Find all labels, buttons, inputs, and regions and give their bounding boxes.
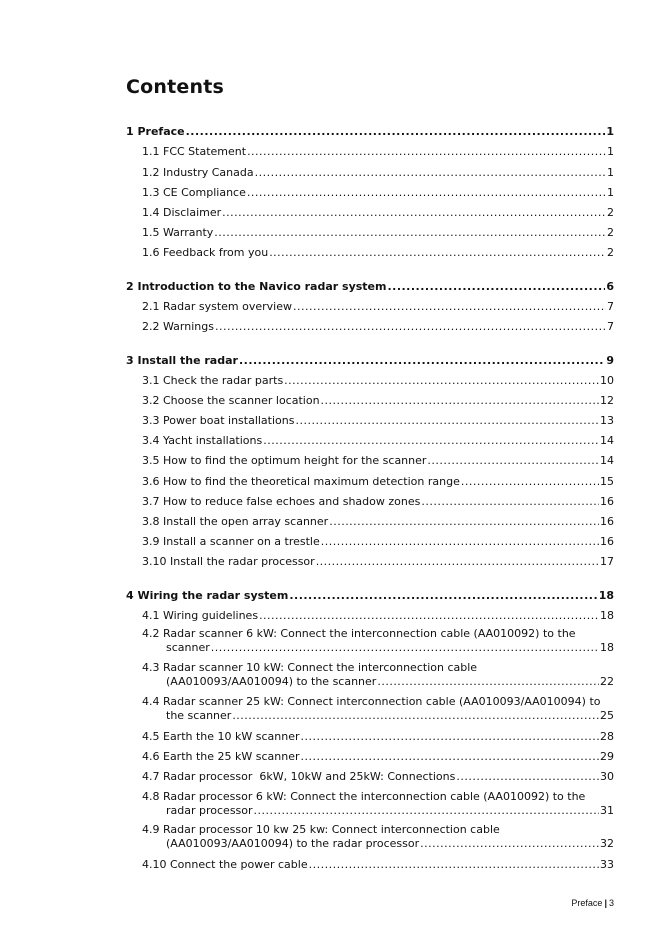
toc-label-line1: 4.3 Radar scanner 10 kW: Connect the interconnection cable xyxy=(142,661,478,674)
leader-dots xyxy=(239,354,605,367)
leader-dots xyxy=(186,125,606,138)
toc-page: 16 xyxy=(600,495,614,508)
leader-dots xyxy=(269,246,606,259)
leader-dots xyxy=(284,374,599,387)
toc-page: 6 xyxy=(606,280,614,293)
leader-dots xyxy=(215,320,606,333)
toc-entry-4-2[interactable] xyxy=(142,627,614,655)
toc-label: 3.1 Check the radar parts xyxy=(142,374,284,387)
toc-page: 2 xyxy=(607,206,614,219)
leader-dots xyxy=(255,166,606,179)
footer-page-number: 3 xyxy=(608,898,614,908)
toc-page: 16 xyxy=(600,535,614,548)
toc-label: 4.10 Connect the power cable xyxy=(142,858,308,871)
toc-page: 25 xyxy=(600,709,614,722)
toc-label: 3.10 Install the radar processor xyxy=(142,555,315,568)
toc-entry-3-9[interactable] xyxy=(142,535,614,548)
leader-dots xyxy=(259,609,599,622)
leader-dots xyxy=(387,280,605,293)
toc-label: 4.5 Earth the 10 kW scanner xyxy=(142,730,300,743)
toc-entry-3-4[interactable] xyxy=(142,434,614,447)
toc-entry-4-9[interactable] xyxy=(142,823,614,851)
toc-label-line2: scanner xyxy=(166,641,210,654)
toc-label: 3.3 Power boat installations xyxy=(142,414,295,427)
toc-label: 1.4 Disclaimer xyxy=(142,206,222,219)
footer-section: Preface xyxy=(571,898,603,908)
leader-dots xyxy=(289,589,597,602)
toc-label: 3.2 Choose the scanner location xyxy=(142,394,320,407)
footer-separator: | xyxy=(604,898,607,908)
toc-page: 2 xyxy=(607,246,614,259)
toc-entry-1-3[interactable] xyxy=(142,186,614,199)
toc-page: 14 xyxy=(600,454,614,467)
toc-label: 3.4 Yacht installations xyxy=(142,434,263,447)
leader-dots xyxy=(309,858,599,871)
toc-entry-3-6[interactable] xyxy=(142,475,614,488)
toc-entry-3-8[interactable] xyxy=(142,515,614,528)
toc-chapter-4[interactable] xyxy=(126,589,614,602)
toc-label: 1.6 Feedback from you xyxy=(142,246,269,259)
leader-dots xyxy=(421,495,599,508)
toc-entry-4-10[interactable] xyxy=(142,858,614,871)
page-title: Contents xyxy=(126,76,225,98)
toc-entry-4-7[interactable] xyxy=(142,770,614,783)
toc-page: 12 xyxy=(600,394,614,407)
toc-entry-1-5[interactable] xyxy=(142,226,614,239)
toc-label: 2.2 Warnings xyxy=(142,320,214,333)
toc-page: 16 xyxy=(600,515,614,528)
leader-dots xyxy=(247,145,606,158)
toc-label: 1.1 FCC Statement xyxy=(142,145,247,158)
toc-page: 18 xyxy=(598,589,614,602)
toc-page: 7 xyxy=(607,300,614,313)
leader-dots xyxy=(295,414,599,427)
toc-entry-2-2[interactable] xyxy=(142,320,614,333)
toc-chapter-3[interactable] xyxy=(126,354,614,367)
toc-page: 1 xyxy=(607,166,614,179)
page-footer xyxy=(571,898,614,908)
toc-label-line2: (AA010093/AA010094) to the radar processor xyxy=(166,837,420,850)
toc-page: 28 xyxy=(600,730,614,743)
toc-label-line1: 4.2 Radar scanner 6 kW: Connect the interconnection cable (AA010092) to the xyxy=(142,627,576,640)
toc-entry-1-1[interactable] xyxy=(142,145,614,158)
toc-page: 14 xyxy=(600,434,614,447)
toc-label: 2 Introduction to the Navico radar system xyxy=(126,280,387,293)
toc-page: 31 xyxy=(600,804,614,817)
toc-label: 4.7 Radar processor 6kW, 10kW and 25kW: Connections xyxy=(142,770,456,783)
toc-entry-4-3[interactable] xyxy=(142,661,614,689)
toc-label: 1.3 CE Compliance xyxy=(142,186,246,199)
toc-entry-3-2[interactable] xyxy=(142,394,614,407)
toc-page: 15 xyxy=(600,475,614,488)
toc-entry-2-1[interactable] xyxy=(142,300,614,313)
toc-label-line2: the scanner xyxy=(166,709,232,722)
leader-dots xyxy=(247,186,606,199)
toc-label: 4 Wiring the radar system xyxy=(126,589,289,602)
toc-entry-3-1[interactable] xyxy=(142,374,614,387)
toc-entry-1-2[interactable] xyxy=(142,166,614,179)
leader-dots xyxy=(321,394,599,407)
toc-page: 13 xyxy=(600,414,614,427)
toc-label: 3.5 How to find the optimum height for the scanner xyxy=(142,454,427,467)
leader-dots xyxy=(316,555,599,568)
toc-entry-4-8[interactable] xyxy=(142,790,614,818)
toc-entry-3-3[interactable] xyxy=(142,414,614,427)
leader-dots xyxy=(254,804,599,818)
toc-page: 18 xyxy=(600,609,614,622)
toc-page: 30 xyxy=(600,770,614,783)
toc-page: 32 xyxy=(600,837,614,850)
toc-label: 3.8 Install the open array scanner xyxy=(142,515,329,528)
toc-label-line1: 4.4 Radar scanner 25 kW: Connect interconnection cable (AA010093/AA010094) to xyxy=(142,695,601,708)
toc-label: 1.5 Warranty xyxy=(142,226,214,239)
leader-dots xyxy=(321,535,599,548)
toc-entry-4-1[interactable] xyxy=(142,609,614,622)
leader-dots xyxy=(329,515,599,528)
toc-label: 4.6 Earth the 25 kW scanner xyxy=(142,750,300,763)
toc-page: 18 xyxy=(600,641,614,654)
toc-label-line2: radar processor xyxy=(166,804,253,817)
toc-entry-1-4[interactable] xyxy=(142,206,614,219)
toc-label: 3.6 How to find the theoretical maximum detection range xyxy=(142,475,460,488)
toc-label: 3 Install the radar xyxy=(126,354,238,367)
leader-dots xyxy=(377,675,599,689)
leader-dots xyxy=(456,770,599,783)
leader-dots xyxy=(232,709,599,723)
leader-dots xyxy=(263,434,599,447)
toc-page: 33 xyxy=(600,858,614,871)
leader-dots xyxy=(427,454,599,467)
leader-dots xyxy=(301,730,599,743)
leader-dots xyxy=(461,475,599,488)
toc-label-line2: (AA010093/AA010094) to the scanner xyxy=(166,675,377,688)
toc-page: 22 xyxy=(600,675,614,688)
leader-dots xyxy=(222,206,606,219)
toc-page: 1 xyxy=(607,186,614,199)
toc-label-line1: 4.9 Radar processor 10 kw 25 kw: Connect interconnection cable xyxy=(142,823,500,836)
toc-page: 9 xyxy=(606,354,614,367)
toc-page: 17 xyxy=(600,555,614,568)
toc-entry-4-4[interactable] xyxy=(142,695,614,723)
toc-label: 4.1 Wiring guidelines xyxy=(142,609,259,622)
toc-chapter-1[interactable] xyxy=(126,125,614,138)
toc-label: 1.2 Industry Canada xyxy=(142,166,254,179)
toc-entry-3-5[interactable] xyxy=(142,454,614,467)
toc-entry-4-5[interactable] xyxy=(142,730,614,743)
toc-label: 1 Preface xyxy=(126,125,185,138)
toc-label: 3.9 Install a scanner on a trestle xyxy=(142,535,320,548)
toc-page: 2 xyxy=(607,226,614,239)
toc-label: 3.7 How to reduce false echoes and shadow zones xyxy=(142,495,421,508)
leader-dots xyxy=(420,837,599,851)
toc-entry-3-10[interactable] xyxy=(142,555,614,568)
toc-page: 1 xyxy=(607,145,614,158)
toc-entry-3-7[interactable] xyxy=(142,495,614,508)
toc-chapter-2[interactable] xyxy=(126,280,614,293)
toc-page: 7 xyxy=(607,320,614,333)
toc-entry-1-6[interactable] xyxy=(142,246,614,259)
toc-page: 1 xyxy=(606,125,614,138)
leader-dots xyxy=(211,641,599,655)
leader-dots xyxy=(214,226,606,239)
toc-label: 2.1 Radar system overview xyxy=(142,300,292,313)
toc-page: 29 xyxy=(600,750,614,763)
toc-label-line1: 4.8 Radar processor 6 kW: Connect the interconnection cable (AA010092) to the xyxy=(142,790,586,803)
leader-dots xyxy=(293,300,606,313)
toc-entry-4-6[interactable] xyxy=(142,750,614,763)
leader-dots xyxy=(301,750,599,763)
toc-page: 10 xyxy=(600,374,614,387)
